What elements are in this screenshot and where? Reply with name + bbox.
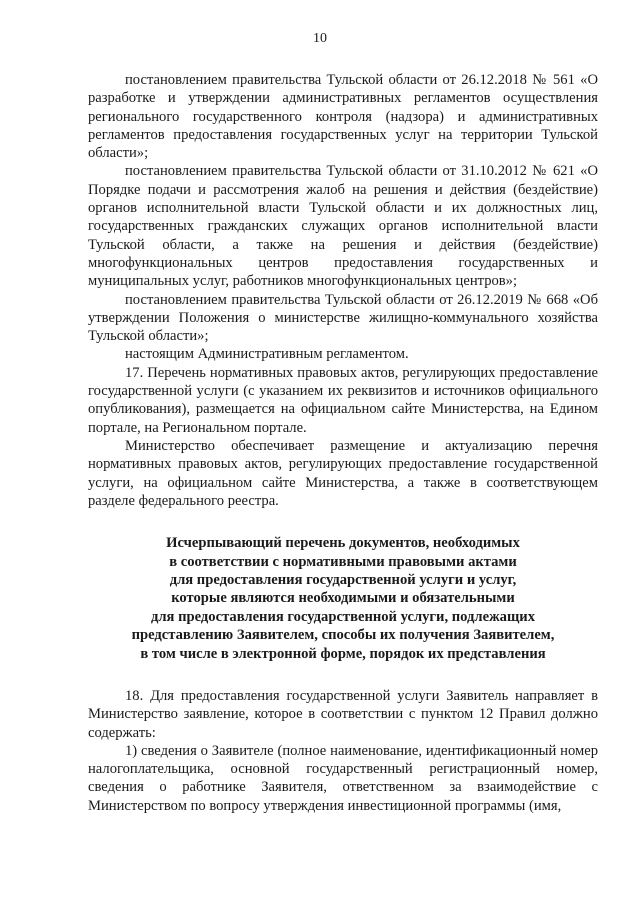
page-number: 10 <box>313 31 327 46</box>
paragraph: 18. Для предоставления государственной услуги Заявитель направляет в Министерство заявление, которое в соответствии с пунктом 12 Правил должно содержать: <box>88 687 598 741</box>
section-heading <box>88 534 598 663</box>
paragraph: Министерство обеспечивает размещение и актуализацию перечня нормативных правовых актов, регулирующих предоставление государственной услуги, на официальном сайте Министерства, а также в соответствующем разделе федерального реестра. <box>88 437 598 509</box>
paragraph: настоящим Административным регламентом. <box>125 346 409 363</box>
heading-line: для предоставления государственной услуги и услуг, <box>169 571 517 588</box>
heading-line: для предоставления государственной услуги, подлежащих <box>150 608 535 625</box>
heading-line: представлению Заявителем, способы их получения Заявителем, <box>131 627 555 644</box>
paragraph: постановлением правительства Тульской области от 26.12.2019 № 668 «Об утверждении Положения о министерстве жилищно-коммунального хозяйства Тульской области»; <box>88 291 598 345</box>
paragraph: 17. Перечень нормативных правовых актов, регулирующих предоставление государственной услуги (с указанием их реквизитов и источников официального опубликования), размещается на официальном сайте Министерства, на Едином портале, на Региональном портале. <box>88 364 598 436</box>
heading-line: в том числе в электронной форме, порядок их представления <box>140 645 546 662</box>
heading-line: которые являются необходимыми и обязательными <box>171 590 515 607</box>
heading-line: Исчерпывающий перечень документов, необходимых <box>166 535 520 552</box>
paragraph: постановлением правительства Тульской области от 31.10.2012 № 621 «О Порядке подачи и рассмотрения жалоб на решения и действия (бездействие) органов исполнительной власти Тульской области и их должностных лиц, государственных гражданских служащих органов исполнительной власти Тульской области, а также на решения и действия (бездействие) многофункциональных центров предоставления государственных и муниципальных услуг, работников многофункциональных центров»; <box>88 163 598 290</box>
heading-line: в соответствии с нормативными правовыми актами <box>169 553 517 570</box>
paragraph: 1) сведения о Заявителе (полное наименование, идентификационный номер налогоплательщика, основной государственный регистрационный номер, сведения о работнике Заявителя, ответственном за взаимодействие с Министерством по вопросу утверждения инвестиционной программы (имя, <box>88 742 598 814</box>
paragraph: постановлением правительства Тульской области от 26.12.2018 № 561 «О разработке и утверждении административных регламентов осуществления регионального государственного контроля (надзора) и административных регламентов предоставления государственных услуг на территории Тульской области»; <box>88 72 598 162</box>
document-body <box>88 71 598 815</box>
